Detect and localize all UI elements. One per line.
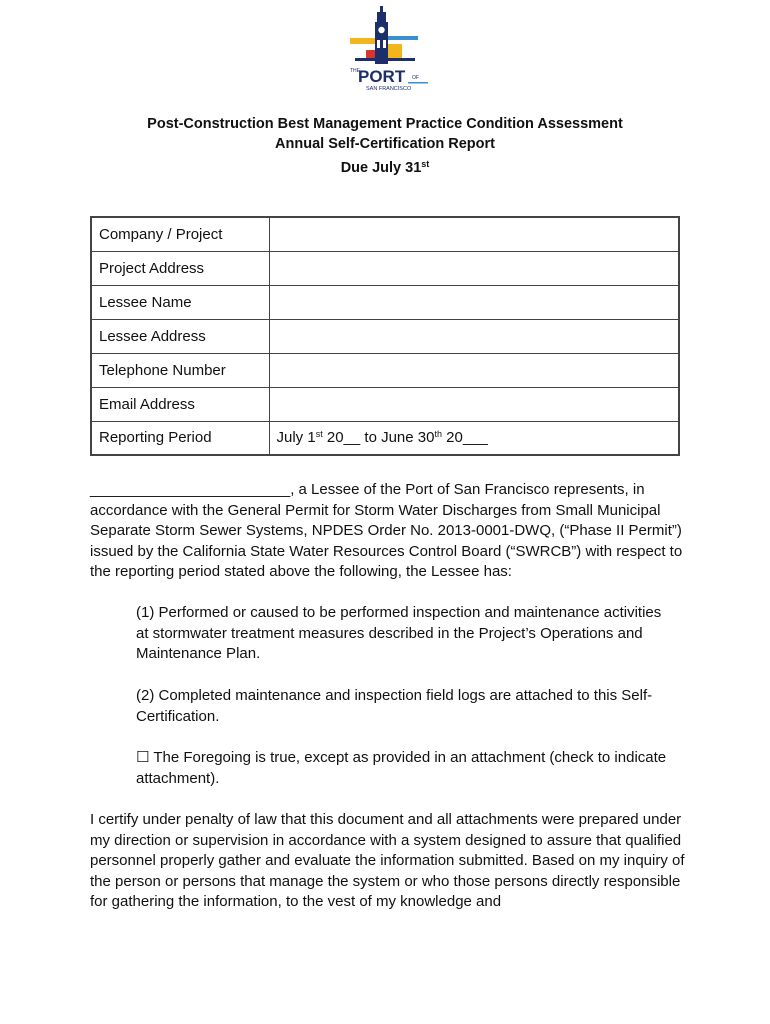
- certification-paragraph: I certify under penalty of law that this document and all attachments were prepared under my direction or supervision in accordance with a system designed to assure that qualified personnel properly gather and evaluate the information submitted. Based on my inquiry of the person or persons that manage the system or who those persons directly responsible for gathering the information, to the vest of my knowledge and: [90, 811, 685, 911]
- logo-of-text: OF: [412, 75, 419, 81]
- table-row: [91, 387, 679, 421]
- document-title-block: [0, 114, 770, 178]
- representation-paragraph: ________________________, a Lessee of the Port of San Francisco represents, in accordance with the General Permit for Storm Water Discharges from Small Municipal Separate Storm Sewer Systems, NPDES Order No. 2013-0001-DWQ, (“Phase II Permit”) issued by the California State Water Resources Control Board (“SWRCB”) with respect to the reporting period stated above the following, the Lessee has:: [90, 481, 683, 581]
- company-project-field[interactable]: [269, 217, 679, 251]
- item-3-paragraph: ☐ The Foregoing is true, except as provided in an attachment (check to indicate attachment).: [136, 749, 667, 787]
- table-row: [91, 319, 679, 353]
- company-project-label: Company / Project: [91, 217, 269, 251]
- table-row: [91, 421, 679, 455]
- email-address-label: Email Address: [91, 387, 269, 421]
- lessee-name-field[interactable]: [269, 285, 679, 319]
- telephone-number-field[interactable]: [269, 353, 679, 387]
- reporting-period-field[interactable]: July 1st 20__ to June 30th 20___: [269, 421, 679, 455]
- email-address-field[interactable]: [269, 387, 679, 421]
- document-title: Post-Construction Best Management Practice Condition Assessment: [147, 116, 623, 132]
- attachment-checkbox[interactable]: ☐: [136, 749, 150, 766]
- table-row: [91, 251, 679, 285]
- ferry-building-tower-icon: [375, 6, 388, 64]
- telephone-number-label: Telephone Number: [91, 353, 269, 387]
- project-address-field[interactable]: [269, 251, 679, 285]
- table-row: [91, 217, 679, 251]
- logo-the-text: THE: [350, 68, 360, 74]
- due-date: Due July 31st: [340, 159, 430, 176]
- item-2-paragraph: (2) Completed maintenance and inspection field logs are attached to this Self-Certification.: [136, 687, 653, 725]
- lessee-name-label: Lessee Name: [91, 285, 269, 319]
- logo-port-text: PORT: [358, 67, 406, 86]
- lessee-address-field[interactable]: [269, 319, 679, 353]
- logo-city-text: SAN FRANCISCO: [366, 86, 412, 92]
- lessee-info-table: [90, 216, 680, 456]
- document-subtitle: Annual Self-Certification Report: [275, 136, 495, 152]
- port-of-san-francisco-logo: [330, 6, 440, 96]
- lessee-address-label: Lessee Address: [91, 319, 269, 353]
- item-1-paragraph: (1) Performed or caused to be performed inspection and maintenance activities at stormwater treatment measures described in the Project’s Operations and Maintenance Plan.: [136, 604, 662, 663]
- project-address-label: Project Address: [91, 251, 269, 285]
- table-row: [91, 285, 679, 319]
- reporting-period-label: Reporting Period: [91, 421, 269, 455]
- table-row: [91, 353, 679, 387]
